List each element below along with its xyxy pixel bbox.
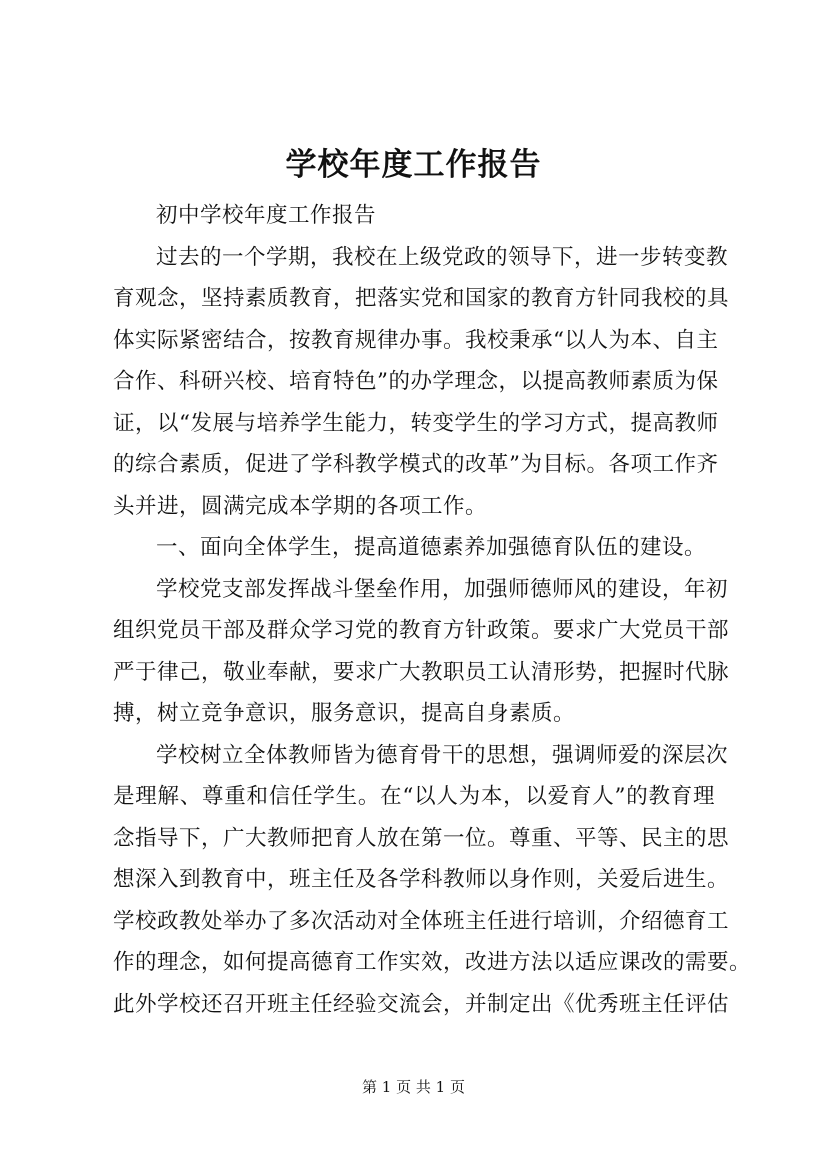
paragraph-line: 头并进，圆满完成本学期的各项工作。 bbox=[113, 493, 488, 519]
paragraph-line: 育观念，坚持素质教育，把落实党和国家的教育方针同我校的具 bbox=[113, 286, 730, 311]
paragraph-line: 过去的一个学期，我校在上级党政的领导下，进一步转变教 bbox=[156, 244, 729, 270]
paragraph-line: 严于律己，敬业奉献，要求广大教职员工认清形势，把握时代脉 bbox=[113, 659, 730, 685]
paragraph-line: 学校党支部发挥战斗堡垒作用，加强师德师风的建设，年初 bbox=[156, 576, 729, 602]
paragraph-line: 想深入到教育中，班主任及各学科教师以身作则，关爱后进生。 bbox=[113, 867, 730, 892]
paragraph-line: 此外学校还召开班主任经验交流会，并制定出《优秀班主任评估 bbox=[113, 991, 730, 1017]
subtitle-line: 初中学校年度工作报告 bbox=[156, 203, 377, 228]
paragraph-line: 学校政教处举办了多次活动对全体班主任进行培训，介绍德育工 bbox=[113, 908, 730, 934]
paragraph-line: 搏，树立竞争意识，服务意识，提高自身素质。 bbox=[113, 701, 576, 726]
document-title: 学校年度工作报告 bbox=[285, 147, 542, 183]
paragraph-line: 作的理念，如何提高德育工作实效，改进方法以适应课改的需要。 bbox=[113, 950, 752, 975]
paragraph-line: 合作、科研兴校、培育特色”的办学理念，以提高教师素质为保 bbox=[113, 369, 719, 394]
page-footer: 第 1 页 共 1 页 bbox=[362, 1078, 465, 1096]
section-heading: 一、面向全体学生，提高道德素养加强德育队伍的建设。 bbox=[156, 535, 707, 560]
document-body bbox=[113, 195, 752, 1025]
paragraph-line: 学校树立全体教师皆为德育骨干的思想，强调师爱的深层次 bbox=[156, 742, 729, 768]
paragraph-line: 的综合素质，促进了学科教学模式的改革”为目标。各项工作齐 bbox=[113, 452, 719, 477]
paragraph-line: 是理解、尊重和信任学生。在“以人为本，以爱育人”的教育理 bbox=[113, 784, 715, 809]
paragraph-line: 体实际紧密结合，按教育规律办事。我校秉承“以人为本、自主 bbox=[113, 327, 719, 353]
paragraph-line: 组织党员干部及群众学习党的教育方针政策。要求广大党员干部 bbox=[113, 618, 730, 643]
paragraph-line: 证，以“发展与培养学生能力，转变学生的学习方式，提高教师 bbox=[113, 410, 719, 436]
paragraph-line: 念指导下，广大教师把育人放在第一位。尊重、平等、民主的思 bbox=[113, 825, 730, 851]
